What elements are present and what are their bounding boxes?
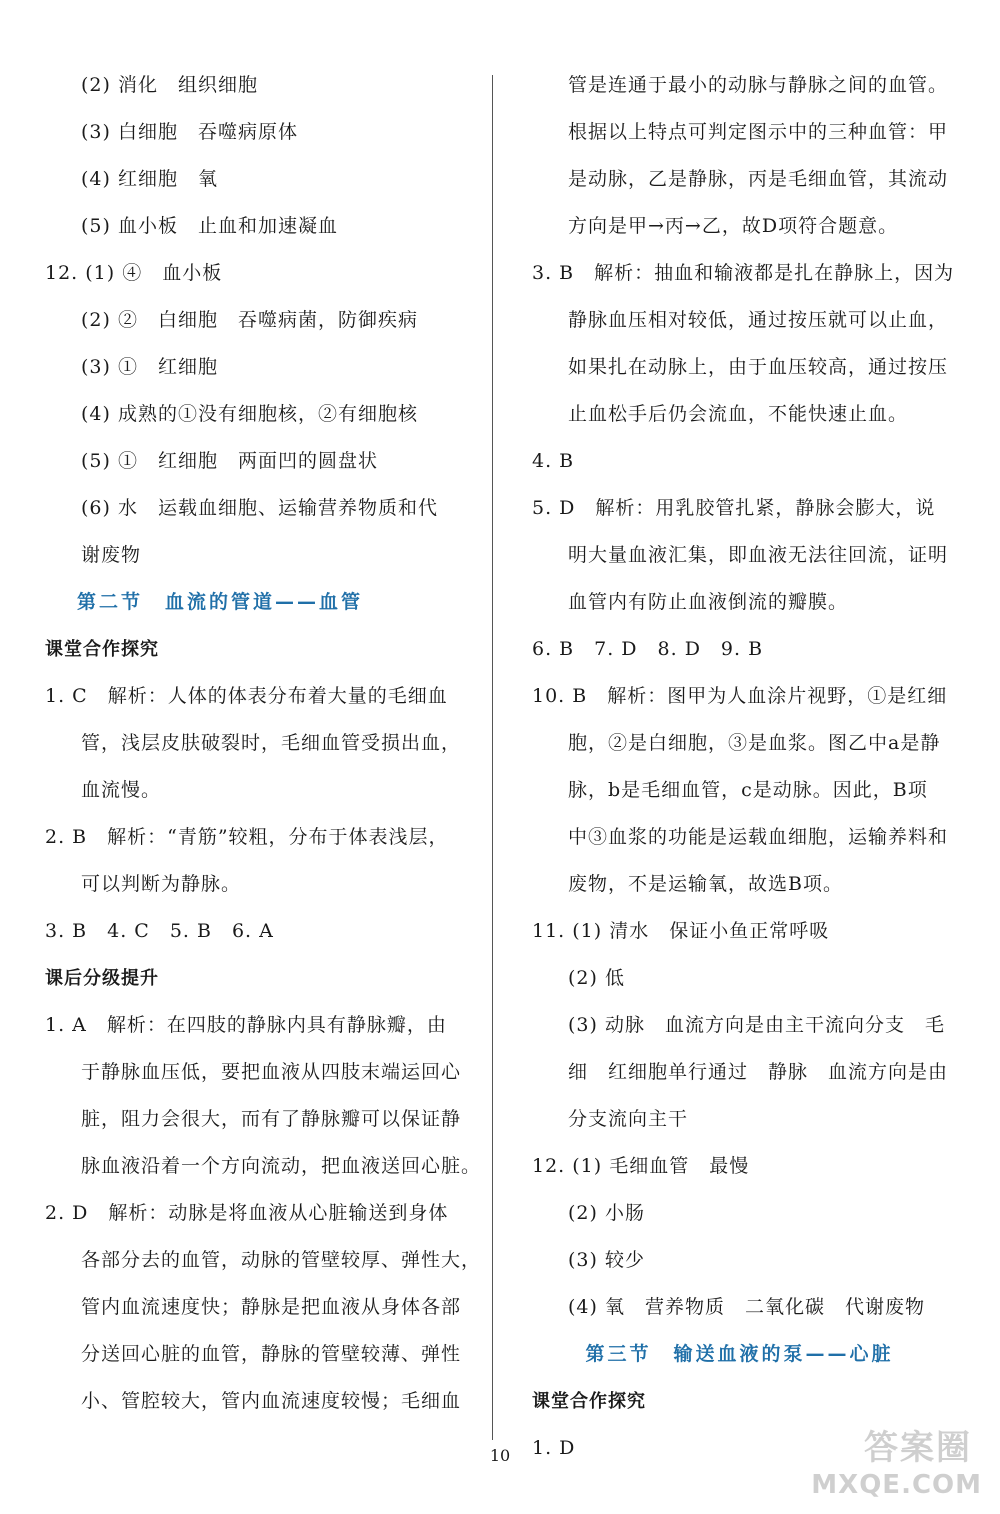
text-line: 管是连通于最小的动脉与静脉之间的血管。: [568, 74, 949, 96]
text-line: 止血松手后仍会流血，不能快速止血。: [568, 403, 909, 425]
text-line: (4) 氧 营养物质 二氧化碳 代谢废物: [568, 1296, 925, 1318]
text-line: 废物，不是运输氧，故选B项。: [568, 873, 843, 895]
text-line: (4) 成熟的①没有细胞核，②有细胞核: [81, 403, 418, 425]
text-line: 1. D: [532, 1437, 576, 1459]
text-line: 静脉血压相对较低，通过按压就可以止血，: [568, 309, 949, 331]
text-line: (3) 较少: [568, 1249, 645, 1271]
text-line: 6. B 7. D 8. D 9. B: [532, 638, 764, 660]
text-line: 如果扎在动脉上，由于血压较高，通过按压: [568, 356, 949, 378]
watermark-site-text: MXQE.COM: [811, 1470, 982, 1500]
left-column: [45, 62, 482, 1425]
text-line: (2) 消化 组织细胞: [81, 74, 258, 96]
text-line: 根据以上特点可判定图示中的三种血管：甲: [568, 121, 949, 143]
subsection-title: 课堂合作探究: [45, 639, 159, 660]
text-line: 1. A 解析：在四肢的静脉内具有静脉瓣，由: [45, 1014, 447, 1036]
text-line: (3) ① 红细胞: [81, 356, 218, 378]
text-line: 3. B 4. C 5. B 6. A: [45, 920, 274, 942]
text-line: (6) 水 运载血细胞、运输营养物质和代: [81, 497, 438, 519]
text-line: 脉血液沿着一个方向流动，把血液送回心脏。: [81, 1155, 482, 1177]
text-line: 血流慢。: [81, 779, 162, 801]
text-line: 2. B 解析：“青筋”较粗，分布于体表浅层，: [45, 826, 449, 848]
text-line: 分支流向主干: [568, 1108, 689, 1130]
text-line: 管，浅层皮肤破裂时，毛细血管受损出血，: [81, 732, 462, 754]
text-line: 中③血浆的功能是运载血细胞，运输养料和: [568, 826, 949, 848]
text-line: (5) ① 红细胞 两面凹的圆盘状: [81, 450, 378, 472]
subsection-title: 课堂合作探究: [532, 1391, 646, 1412]
text-line: 方向是甲→丙→乙，故D项符合题意。: [568, 215, 899, 237]
text-line: 谢废物: [81, 544, 142, 566]
text-line: (4) 红细胞 氧: [81, 168, 218, 190]
right-column: [532, 62, 955, 1472]
text-line: 可以判断为静脉。: [81, 873, 242, 895]
section-heading: 第二节 血流的管道——血管: [77, 591, 364, 613]
text-line: 5. D 解析：用乳胶管扎紧，静脉会膨大，说: [532, 497, 936, 519]
text-line: 11. (1) 清水 保证小鱼正常呼吸: [532, 920, 830, 942]
text-line: 1. C 解析：人体的体表分布着大量的毛细血: [45, 685, 448, 707]
text-line: 胞，②是白细胞，③是血浆。图乙中a是静: [568, 732, 941, 754]
watermark-logo-text: 答案圈: [864, 1428, 972, 1468]
text-line: 小、管腔较大，管内血流速度较慢；毛细血: [81, 1390, 462, 1412]
text-line: (2) 小肠: [568, 1202, 645, 1224]
text-line: (5) 血小板 止血和加速凝血: [81, 215, 338, 237]
text-line: 于静脉血压低，要把血液从四肢末端运回心: [81, 1061, 462, 1083]
page-number: 10: [489, 1446, 511, 1465]
text-line: 脏，阻力会很大，而有了静脉瓣可以保证静: [81, 1108, 462, 1130]
text-line: 10. B 解析：图甲为人血涂片视野，①是红细: [532, 685, 948, 707]
text-line: 分送回心脏的血管，静脉的管壁较薄、弹性: [81, 1343, 462, 1365]
text-line: 血管内有防止血液倒流的瓣膜。: [568, 591, 849, 613]
text-line: 4. B: [532, 450, 575, 472]
text-line: 各部分去的血管，动脉的管壁较厚、弹性大，: [81, 1249, 482, 1271]
text-line: 脉，b是毛细血管，c是动脉。因此，B项: [568, 779, 928, 801]
text-line: 细 红细胞单行通过 静脉 血流方向是由: [568, 1061, 949, 1083]
text-line: (3) 白细胞 吞噬病原体: [81, 121, 298, 143]
column-divider: [492, 75, 493, 1440]
text-line: (2) 低: [568, 967, 625, 989]
text-line: 12. (1) ④ 血小板: [45, 262, 223, 284]
text-line: 明大量血液汇集，即血液无法往回流，证明: [568, 544, 949, 566]
text-line: (2) ② 白细胞 吞噬病菌，防御疾病: [81, 309, 418, 331]
text-line: 管内血流速度快；静脉是把血液从身体各部: [81, 1296, 462, 1318]
text-line: 2. D 解析：动脉是将血液从心脏输送到身体: [45, 1202, 449, 1224]
text-line: (3) 动脉 血流方向是由主干流向分支 毛: [568, 1014, 945, 1036]
text-line: 3. B 解析：抽血和输液都是扎在静脉上，因为: [532, 262, 955, 284]
text-line: 12. (1) 毛细血管 最慢: [532, 1155, 750, 1177]
watermark-logo: [782, 1420, 982, 1500]
text-line: 是动脉，乙是静脉，丙是毛细血管，其流动: [568, 168, 949, 190]
subsection-title: 课后分级提升: [45, 968, 159, 989]
section-heading: 第三节 输送血液的泵——心脏: [585, 1343, 894, 1365]
